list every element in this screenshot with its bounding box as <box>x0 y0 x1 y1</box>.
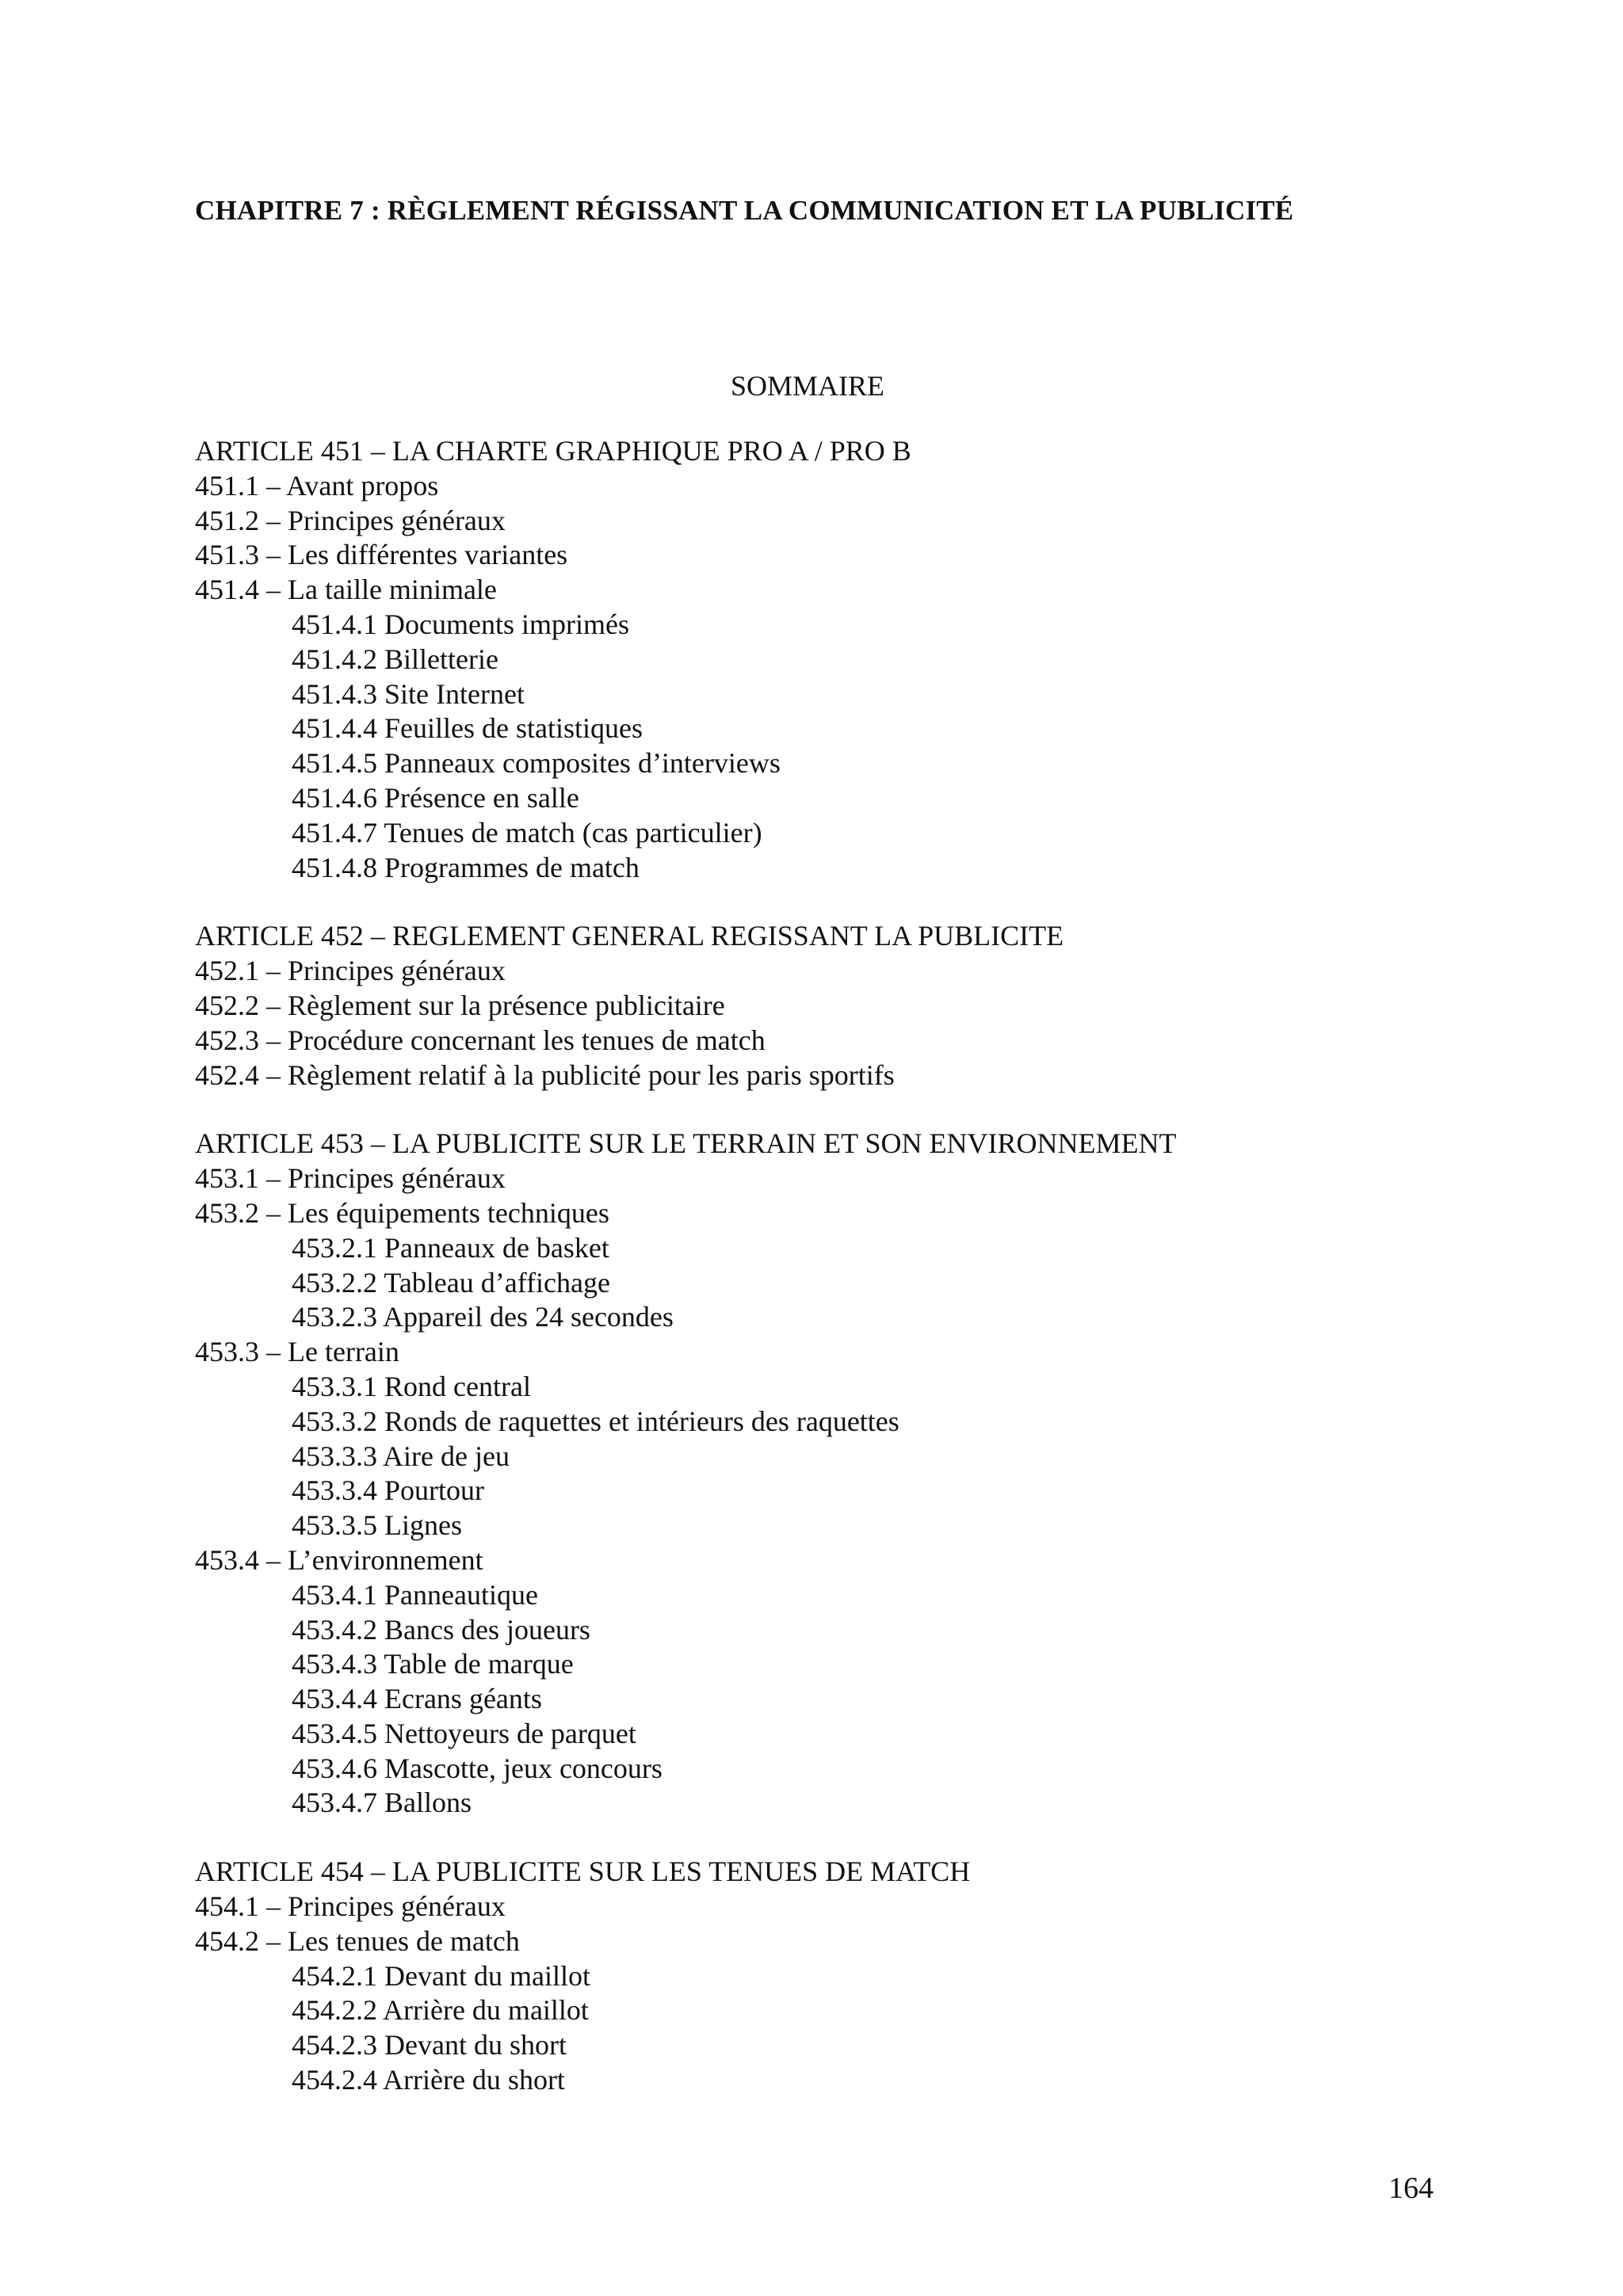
toc-subsection-entry: 453.3.1 Rond central <box>292 1370 531 1402</box>
toc-subsection-entry: 451.4.8 Programmes de match <box>292 851 640 883</box>
toc-article-title: ARTICLE 454 – LA PUBLICITE SUR LES TENUES DE MATCH <box>195 1855 971 1888</box>
toc-subsection-entry: 453.4.4 Ecrans géants <box>292 1683 542 1715</box>
toc-subsection-entry: 451.4.4 Feuilles de statistiques <box>292 712 643 745</box>
toc-subsection-entry: 453.4.3 Table de marque <box>292 1648 574 1680</box>
chapter-title: CHAPITRE 7 : RÈGLEMENT RÉGISSANT LA COMMUNICATION ET LA PUBLICITÉ <box>195 195 1294 226</box>
toc-subsection-entry: 451.4.7 Tenues de match (cas particulier) <box>292 816 762 849</box>
toc-subsection-entry: 453.2.1 Panneaux de basket <box>292 1231 609 1264</box>
toc-section-entry: 451.4 – La taille minimale <box>195 574 497 606</box>
toc-section-entry: 453.2 – Les équipements techniques <box>195 1196 609 1229</box>
toc-section-entry: 451.1 – Avant propos <box>195 469 439 502</box>
toc-subsection-entry: 453.4.1 Panneautique <box>292 1578 538 1611</box>
toc-subsection-entry: 451.4.3 Site Internet <box>292 677 525 710</box>
toc-subsection-entry: 453.3.2 Ronds de raquettes et intérieurs des raquettes <box>292 1405 899 1437</box>
toc-subsection-entry: 451.4.1 Documents imprimés <box>292 608 629 640</box>
toc-subsection-entry: 454.2.3 Devant du short <box>292 2029 567 2061</box>
toc-subsection-entry: 451.4.2 Billetterie <box>292 643 498 675</box>
toc-subsection-entry: 454.2.1 Devant du maillot <box>292 1959 590 1992</box>
toc-subsection-entry: 453.3.4 Pourtour <box>292 1474 484 1507</box>
toc-section-entry: 452.2 – Règlement sur la présence publicitaire <box>195 989 725 1021</box>
toc-subsection-entry: 453.2.3 Appareil des 24 secondes <box>292 1301 674 1333</box>
toc-article-title: ARTICLE 451 – LA CHARTE GRAPHIQUE PRO A / PRO B <box>195 435 911 467</box>
toc-subsection-entry: 453.3.3 Aire de jeu <box>292 1440 510 1472</box>
summary-heading: SOMMAIRE <box>731 370 885 402</box>
toc-subsection-entry: 453.4.6 Mascotte, jeux concours <box>292 1752 663 1784</box>
toc-section-entry: 454.2 – Les tenues de match <box>195 1924 520 1957</box>
toc-section-entry: 453.1 – Principes généraux <box>195 1162 506 1195</box>
toc-article-title: ARTICLE 453 – LA PUBLICITE SUR LE TERRAIN ET SON ENVIRONNEMENT <box>195 1127 1177 1160</box>
toc-section-entry: 451.3 – Les différentes variantes <box>195 539 568 571</box>
toc-section-entry: 452.3 – Procédure concernant les tenues de match <box>195 1024 766 1056</box>
toc-subsection-entry: 453.4.7 Ballons <box>292 1787 472 1819</box>
toc-section-entry: 453.3 – Le terrain <box>195 1336 399 1368</box>
toc-section-entry: 454.1 – Principes généraux <box>195 1890 506 1923</box>
toc-article-section <box>195 434 1503 885</box>
toc-section-entry: 453.4 – L’environnement <box>195 1543 483 1576</box>
toc-subsection-entry: 453.3.5 Lignes <box>292 1509 462 1542</box>
toc-article-section <box>195 1855 1503 2098</box>
toc-section-entry: 452.4 – Règlement relatif à la publicité pour les paris sportifs <box>195 1058 895 1091</box>
toc-section-entry: 452.1 – Principes généraux <box>195 955 506 987</box>
toc-subsection-entry: 451.4.6 Présence en salle <box>292 781 579 814</box>
toc-article-title: ARTICLE 452 – REGLEMENT GENERAL REGISSANT LA PUBLICITE <box>195 920 1064 952</box>
toc-subsection-entry: 453.4.2 Bancs des joueurs <box>292 1613 590 1646</box>
toc-subsection-entry: 454.2.2 Arrière du maillot <box>292 1994 589 2027</box>
toc-subsection-entry: 451.4.5 Panneaux composites d’interviews <box>292 747 781 780</box>
toc-article-section <box>195 919 1503 1093</box>
toc-article-section <box>195 1127 1503 1821</box>
toc-subsection-entry: 454.2.4 Arrière du short <box>292 2064 565 2096</box>
table-of-contents <box>195 434 1503 2132</box>
toc-subsection-entry: 453.2.2 Tableau d’affichage <box>292 1266 610 1299</box>
page-number: 164 <box>1388 2172 1434 2205</box>
toc-section-entry: 451.2 – Principes généraux <box>195 504 506 536</box>
toc-subsection-entry: 453.4.5 Nettoyeurs de parquet <box>292 1717 636 1749</box>
